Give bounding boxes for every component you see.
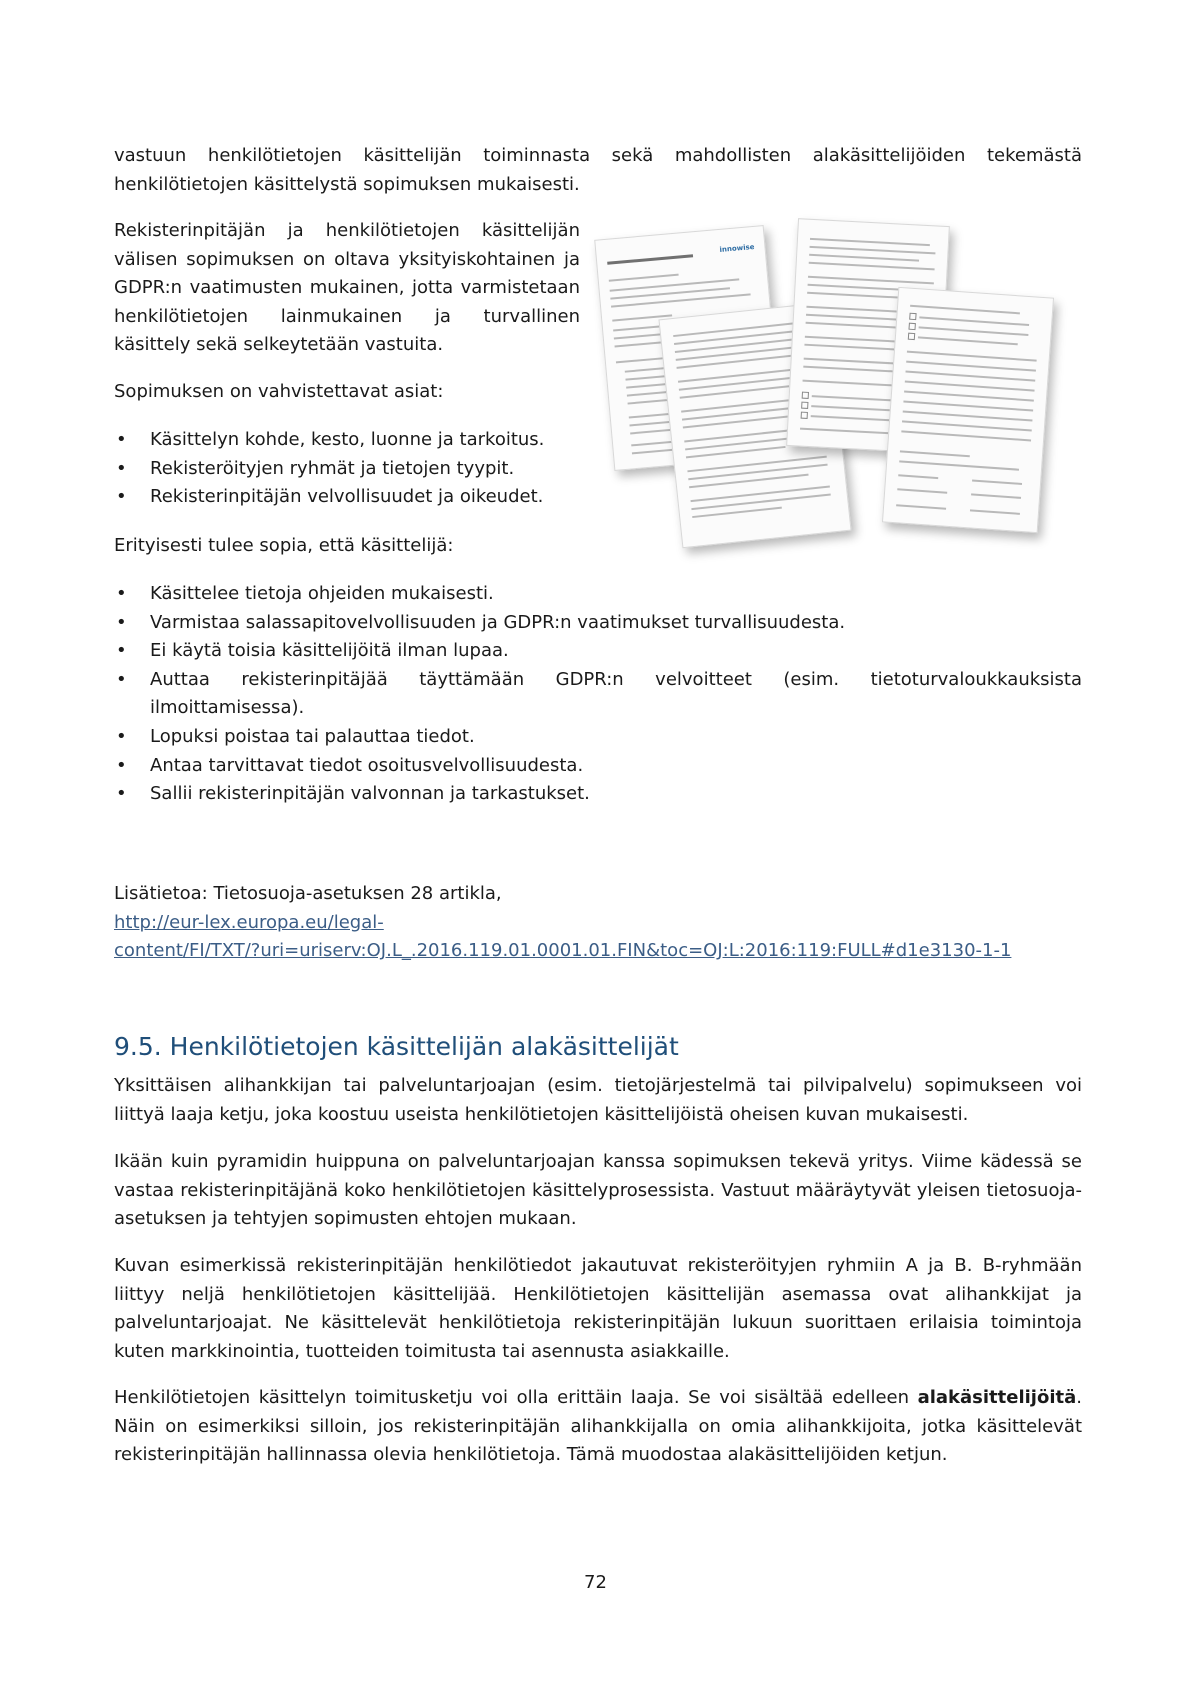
- eur-lex-link[interactable]: [114, 909, 1082, 966]
- list-item: • Antaa tarvittavat tiedot osoitusvelvollisuudesta.: [114, 752, 1082, 781]
- document-page-image: [882, 287, 1054, 533]
- list-item: • Auttaa rekisterinpitäjää täyttämään GDPR:n velvoitteet (esim. tietoturvaloukkauksista ilmoittamisessa).: [114, 666, 1082, 723]
- eur-lex-link-line1: http://eur-lex.europa.eu/legal-: [114, 911, 384, 933]
- list-item: • Lopuksi poistaa tai palauttaa tiedot.: [114, 723, 1082, 752]
- list-item: • Sallii rekisterinpitäjän valvonnan ja tarkastukset.: [114, 780, 1082, 809]
- body-paragraph: Yksittäisen alihankkijan tai palveluntarjoajan (esim. tietojärjestelmä tai pilvipalvelu) sopimukseen voi liittyä laaja ketju, joka koostuu useista henkilötietojen käsittelijöistä oheisen kuvan mukaisesti.: [114, 1075, 1082, 1125]
- processor-items-list: [114, 580, 1082, 809]
- more-info-label: Lisätietoa: Tietosuoja-asetuksen 28 artikla,: [114, 883, 502, 904]
- intro-paragraph: vastuun henkilötietojen käsittelijän toiminnasta sekä mahdollisten alakäsittelijöiden tekemästä henkilötietojen käsittelystä sopimuksen mukaisesti.: [114, 145, 1082, 195]
- body-paragraph: Kuvan esimerkissä rekisterinpitäjän henkilötiedot jakautuvat rekisteröityjen ryhmiin A ja B. B-ryhmään liittyy neljä henkilötietojen käsittelijää. Henkilötietojen käsittelijän asemassa ovat alihankkijat ja palveluntarjoajat. Ne käsittelevät henkilötietoja rekisterinpitäjän lukuun suorittaen erilaisia toimintoja kuten markkinointia, tuotteiden toimitusta tai asennusta asiakkaille.: [114, 1255, 1082, 1362]
- list-item: • Käsittelyn kohde, kesto, luonne ja tarkoitus.: [114, 426, 580, 455]
- paragraph-text: Henkilötietojen käsittelyn toimitusketju voi olla erittäin laaja. Se voi sisältää edelleen: [114, 1387, 918, 1408]
- contract-items-heading: Sopimuksen on vahvistettavat asiat:: [114, 381, 444, 402]
- processor-heading: Erityisesti tulee sopia, että käsittelijä:: [114, 535, 454, 556]
- eur-lex-link-line2: content/FI/TXT/?uri=uriserv:OJ.L_.2016.119.01.0001.01.FIN&toc=OJ:L:2016:119:FULL#d1e3130-1-1: [114, 940, 1012, 962]
- contract-items-list: [114, 426, 580, 512]
- contract-documents-image: [598, 222, 1078, 572]
- section-heading: 9.5. Henkilötietojen käsittelijän alakäsittelijät: [114, 1032, 679, 1061]
- list-item: • Käsittelee tietoja ohjeiden mukaisesti.: [114, 580, 1082, 609]
- list-item: • Rekisteröityjen ryhmät ja tietojen tyypit.: [114, 455, 580, 484]
- list-item: • Ei käytä toisia käsittelijöitä ilman lupaa.: [114, 637, 1082, 666]
- list-item: • Varmistaa salassapitovelvollisuuden ja GDPR:n vaatimukset turvallisuudesta.: [114, 609, 1082, 638]
- body-paragraph-last: [114, 1384, 1082, 1470]
- contract-paragraph: Rekisterinpitäjän ja henkilötietojen käsittelijän välisen sopimuksen on oltava yksityiskohtainen ja GDPR:n vaatimusten mukainen, jotta varmistetaan henkilötietojen lainmukainen ja turvallinen käsittely sekä selkeytetään vastuita.: [114, 220, 580, 356]
- bold-term: alakäsittelijöitä: [917, 1387, 1077, 1408]
- list-item: • Rekisterinpitäjän velvollisuudet ja oikeudet.: [114, 483, 580, 512]
- body-paragraph: Ikään kuin pyramidin huippuna on palveluntarjoajan kanssa sopimuksen tekevä yritys. Viime kädessä se vastaa rekisterinpitäjänä koko henkilötietojen käsittelyprosessista. Vastuut määräytyvät yleisen tietosuoja-asetuksen ja tehtyjen sopimusten ehtojen mukaan.: [114, 1151, 1082, 1230]
- page-number: 72: [584, 1572, 607, 1593]
- document-logo: innowise: [719, 242, 755, 254]
- more-info: [114, 880, 1082, 966]
- paragraph-text: . Näin on esimerkiksi silloin, jos rekisterinpitäjän alihankkijalla on omia alihankkijoita, jotka käsittelevät rekisterinpitäjän hallinnassa olevia henkilötietoja. Tämä muodostaa alakäsittelijöiden ketjun.: [114, 1387, 1082, 1466]
